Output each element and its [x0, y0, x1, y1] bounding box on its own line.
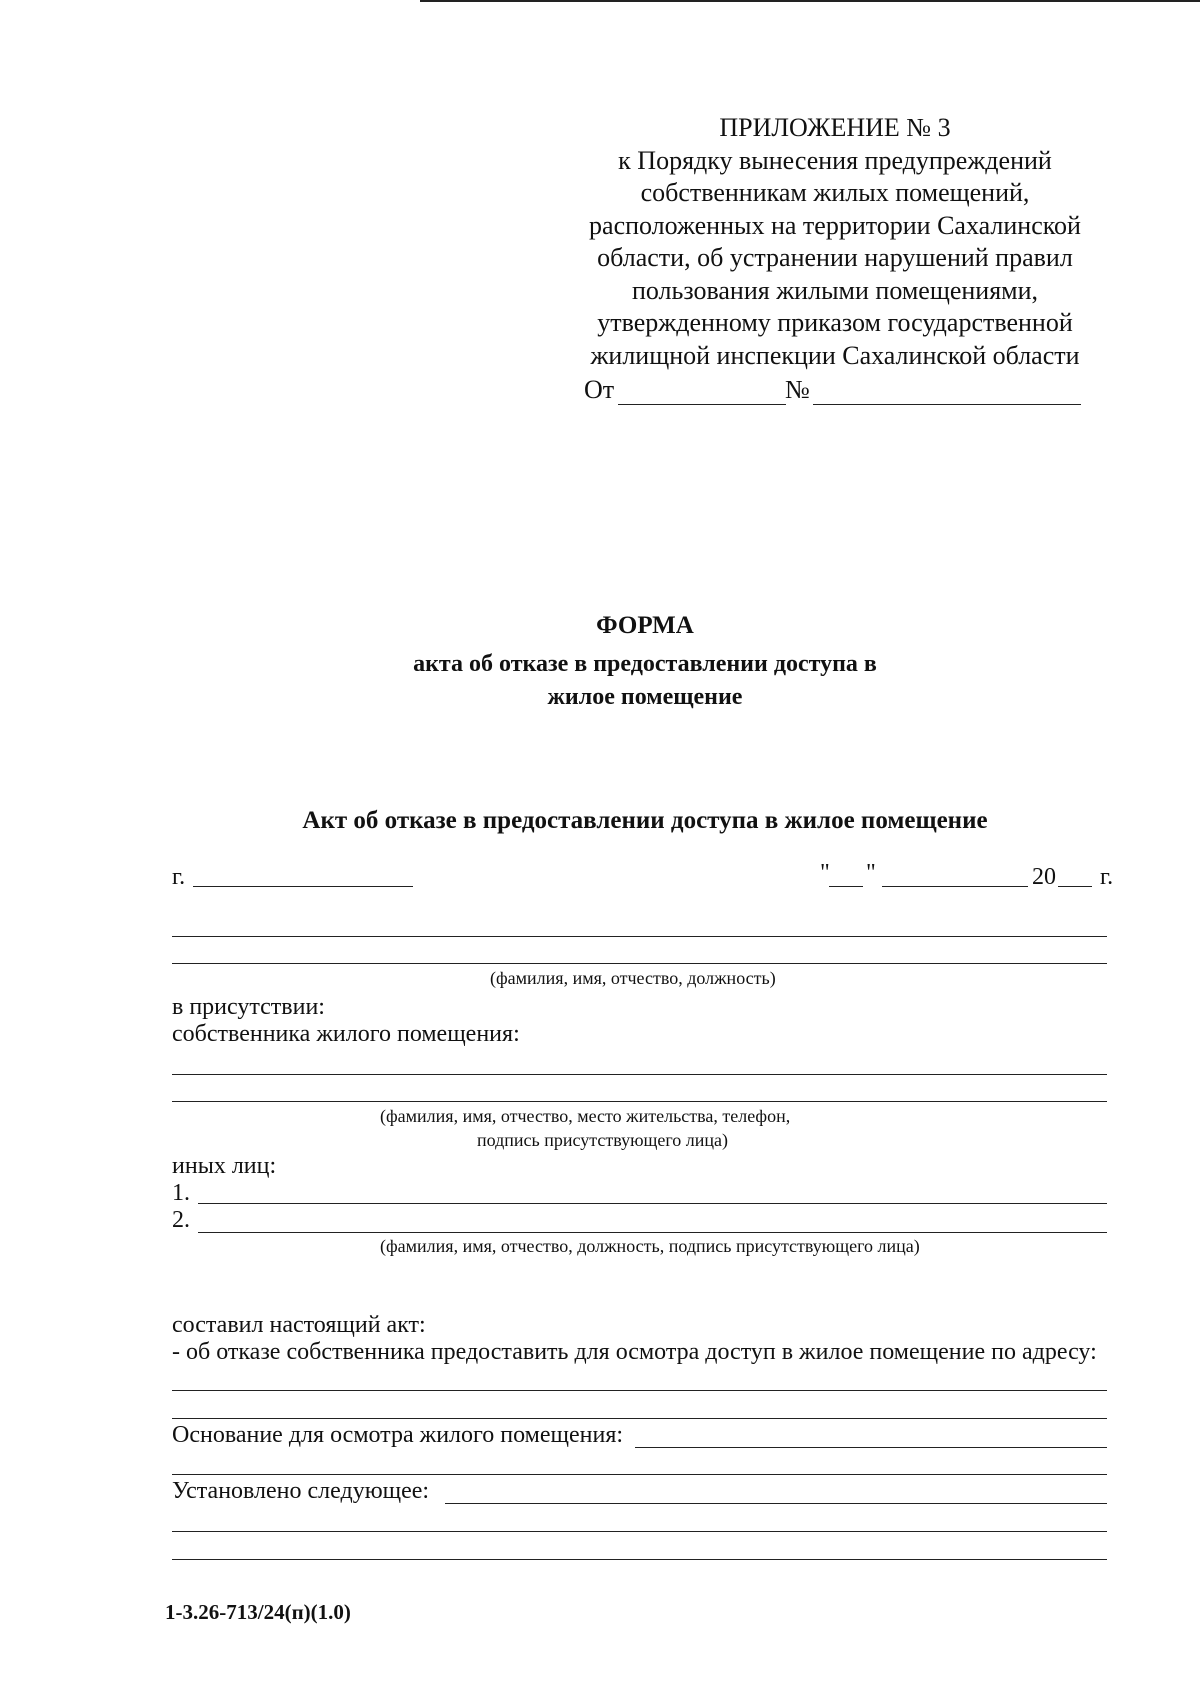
appendix-header — [555, 112, 1115, 372]
basis-field-line[interactable] — [172, 1474, 1107, 1475]
form-subtitle-line: жилое помещение — [547, 684, 743, 710]
act-title: Акт об отказе в предоставлении доступа в жилое помещение — [302, 807, 988, 834]
established-field-line[interactable] — [172, 1559, 1107, 1560]
appendix-date-field[interactable] — [618, 404, 786, 405]
from-label: От — [584, 375, 615, 404]
appendix-line: утвержденному приказом государственной — [597, 308, 1073, 337]
form-subtitle — [0, 648, 1200, 714]
inspector-field-line[interactable] — [172, 963, 1107, 964]
date-quote-open: " — [820, 860, 830, 886]
number-label: № — [785, 375, 810, 404]
place-field[interactable] — [193, 886, 413, 887]
owner-field-line[interactable] — [172, 1074, 1107, 1075]
address-field-line[interactable] — [172, 1390, 1107, 1391]
appendix-line: собственникам жилых помещений, — [640, 178, 1030, 207]
top-border-line — [420, 0, 1200, 2]
inspector-field-line[interactable] — [172, 936, 1107, 937]
others-item-1-field[interactable] — [198, 1203, 1107, 1204]
presence-label: в присутствии: — [172, 994, 325, 1020]
established-field-line[interactable] — [172, 1531, 1107, 1532]
date-quote-close: " — [866, 860, 876, 886]
place-label: г. — [172, 864, 186, 890]
appendix-line: расположенных на территории Сахалинской — [589, 210, 1081, 240]
composed-label: составил настоящий акт: — [172, 1312, 426, 1338]
appendix-line: области, об устранении нарушений правил — [597, 243, 1073, 272]
basis-field[interactable] — [635, 1447, 1107, 1448]
appendix-date-number-row — [584, 375, 614, 405]
established-label: Установлено следующее: — [172, 1478, 430, 1504]
form-subtitle-line: акта об отказе в предоставлении доступа в — [413, 651, 877, 677]
owner-field-line[interactable] — [172, 1101, 1107, 1102]
document-code: 1-3.26-713/24(п)(1.0) — [165, 1600, 351, 1624]
appendix-number-field[interactable] — [813, 404, 1081, 405]
appendix-line: к Порядку вынесения предупреждений — [618, 145, 1052, 175]
date-century: 20 — [1032, 864, 1056, 890]
date-year-field[interactable] — [1058, 886, 1092, 887]
appendix-line: ПРИЛОЖЕНИЕ № 3 — [719, 113, 951, 142]
others-item-1-label: 1. — [172, 1180, 190, 1206]
basis-label: Основание для осмотра жилого помещения: — [172, 1422, 624, 1448]
form-title: ФОРМА — [596, 612, 694, 639]
address-field-line[interactable] — [172, 1418, 1107, 1419]
inspector-caption: (фамилия, имя, отчество, должность) — [490, 968, 776, 988]
appendix-line: пользования жилыми помещениями, — [631, 275, 1039, 305]
others-item-2-field[interactable] — [198, 1232, 1107, 1233]
others-caption: (фамилия, имя, отчество, должность, подпись присутствующего лица) — [380, 1236, 920, 1256]
refusal-text: - об отказе собственника предоставить для осмотра доступ в жилое помещение по адресу: — [172, 1339, 1097, 1365]
date-year-suffix: г. — [1100, 864, 1114, 890]
others-label: иных лиц: — [172, 1153, 277, 1179]
owner-caption-line1: (фамилия, имя, отчество, место жительства, телефон, — [380, 1106, 791, 1126]
date-month-field[interactable] — [882, 886, 1028, 887]
others-item-2-label: 2. — [172, 1207, 190, 1233]
appendix-line: жилищной инспекции Сахалинской области — [590, 340, 1080, 370]
owner-label: собственника жилого помещения: — [172, 1021, 520, 1047]
date-day-field[interactable] — [829, 886, 863, 887]
established-field[interactable] — [445, 1503, 1107, 1504]
owner-caption-line2: подпись присутствующего лица) — [477, 1130, 729, 1150]
